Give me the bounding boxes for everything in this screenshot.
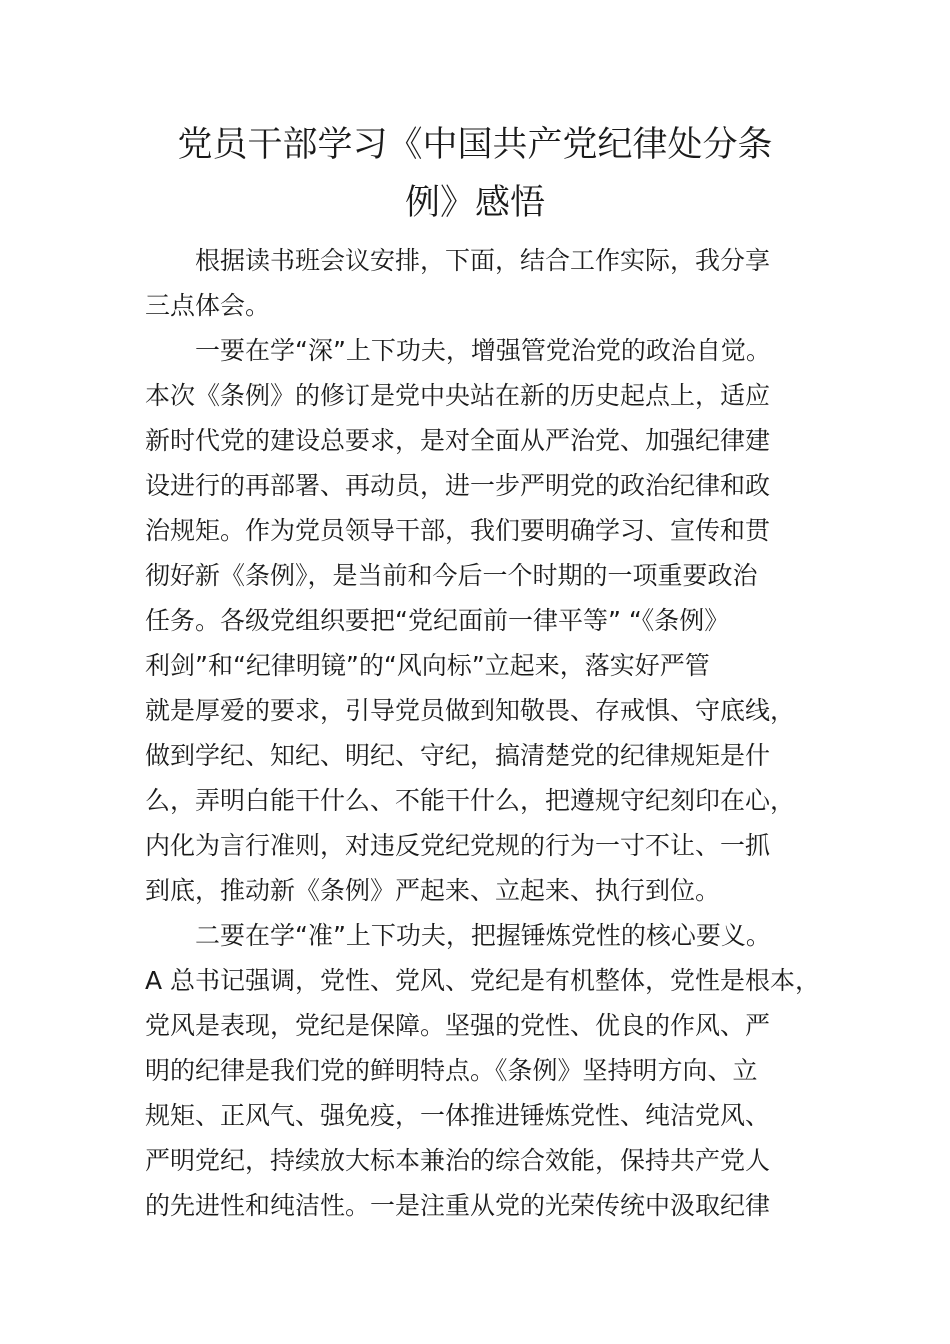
- paragraph-line: 彻好新《条例》，是当前和今后一个时期的一项重要政治: [145, 561, 758, 590]
- paragraph-line: 党风是表现，党纪是保障。坚强的党性、优良的作风、严: [145, 1011, 771, 1040]
- paragraph-line: 新时代党的建设总要求，是对全面从严治党、加强纪律建: [145, 426, 771, 455]
- paragraph-line: 本次《条例》的修订是党中央站在新的历史起点上，适应: [145, 381, 771, 410]
- paragraph-line: 的先进性和纯洁性。一是注重从党的光荣传统中汲取纪律: [145, 1191, 771, 1220]
- paragraph-line: 一要在学“深”上下功夫，增强管党治党的政治自觉。: [195, 336, 771, 365]
- paragraph-line: 严明党纪，持续放大标本兼治的综合效能，保持共产党人: [145, 1146, 771, 1175]
- paragraph-line: 内化为言行准则，对违反党纪党规的行为一寸不让、一抓: [145, 831, 771, 860]
- paragraph-line: 做到学纪、知纪、明纪、守纪，搞清楚党的纪律规矩是什: [145, 741, 771, 770]
- title-line: 例》感悟: [404, 183, 545, 223]
- paragraph-line: 明的纪律是我们党的鲜明特点。《条例》坚持明方向、立: [145, 1056, 758, 1085]
- paragraph-line: 三点体会。: [145, 291, 271, 320]
- title-line: 党员干部学习《中国共产党纪律处分条: [177, 125, 773, 165]
- paragraph-line: 规矩、正风气、强免疫，一体推进锤炼党性、纯洁党风、: [145, 1101, 771, 1130]
- document-title: [120, 116, 830, 232]
- paragraph-line: 设进行的再部署、再动员，进一步严明党的政治纪律和政: [145, 471, 771, 500]
- paragraph-line: 任务。各级党组织要把“党纪面前一律平等” “《条例》: [145, 606, 730, 635]
- paragraph-line: 治规矩。作为党员领导干部，我们要明确学习、宣传和贯: [145, 516, 771, 545]
- paragraph-line: 就是厚爱的要求，引导党员做到知敬畏、存戒惧、守底线，: [145, 696, 796, 725]
- paragraph-line: 么，弄明白能干什么、不能干什么，把遵规守纪刻印在心，: [145, 786, 796, 815]
- paragraph-line: 二要在学“准”上下功夫，把握锤炼党性的核心要义。: [195, 921, 771, 950]
- paragraph-line: 根据读书班会议安排，下面，结合工作实际，我分享: [195, 246, 771, 275]
- paragraph-line: A 总书记强调，党性、党风、党纪是有机整体，党性是根本，: [145, 966, 821, 995]
- paragraph-line: 利剑”和“纪律明镜”的“风向标”立起来，落实好严管: [145, 651, 710, 680]
- paragraph-line: 到底，推动新《条例》严起来、立起来、执行到位。: [145, 876, 721, 905]
- document-body: [145, 238, 845, 1228]
